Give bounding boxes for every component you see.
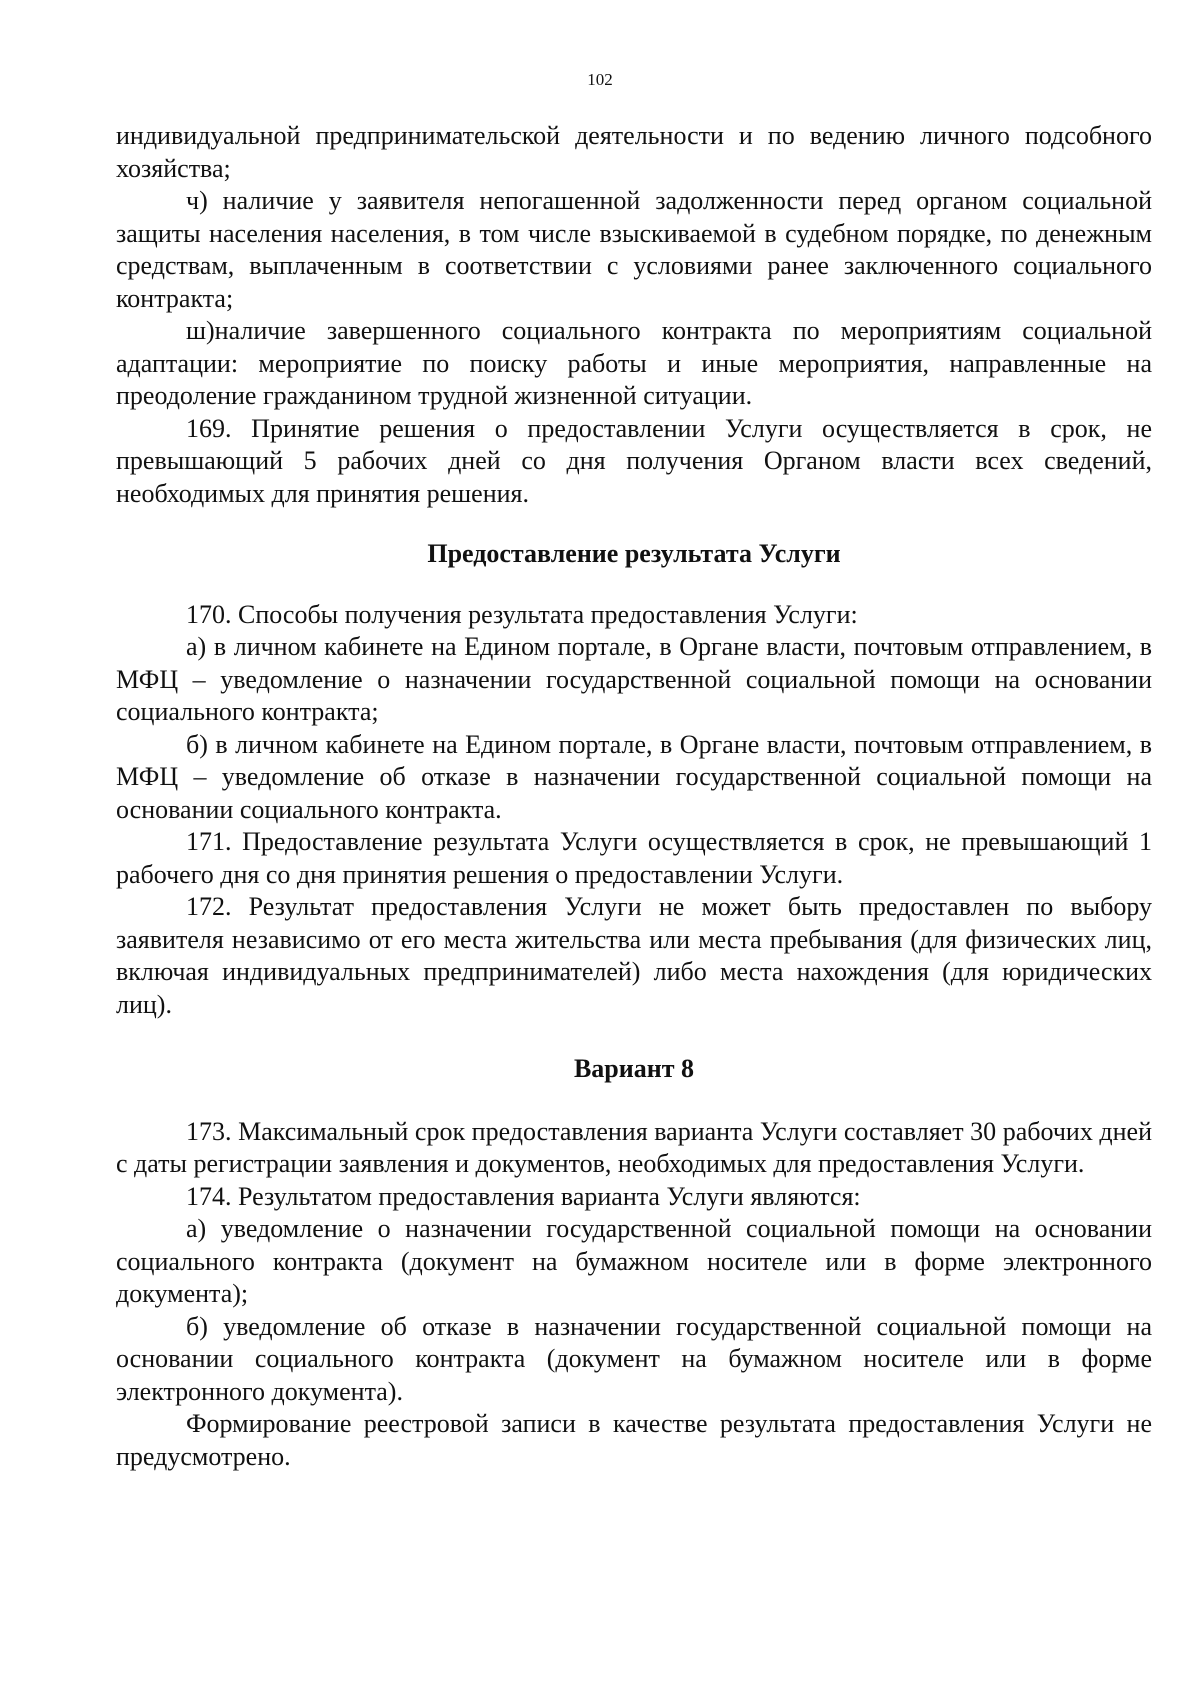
paragraph-173: 173. Максимальный срок предоставления варианта Услуги составляет 30 рабочих дней с даты регистрации заявления и документов, необходимых для предоставления Услуги. (116, 1116, 1152, 1178)
paragraph-174: 174. Результатом предоставления варианта Услуги являются: (186, 1181, 861, 1211)
paragraph-continuation: индивидуальной предпринимательской деятельности и по ведению личного подсобного хозяйства; (116, 121, 1152, 183)
paragraph-171: 171. Предоставление результата Услуги осуществляется в срок, не превышающий 1 рабочего дня со дня принятия решения о предоставлении Услуги. (116, 827, 1152, 889)
paragraph-170-b: б) в личном кабинете на Едином портале, в Органе власти, почтовым отправлением, в МФЦ – уведомление об отказе в назначении государственной социальной помощи на основании социального контракта. (116, 729, 1152, 824)
paragraph-170: 170. Способы получения результата предоставления Услуги: (186, 599, 858, 629)
paragraph-registry-note: Формирование реестровой записи в качестве результата предоставления Услуги не предусмотрено. (116, 1409, 1152, 1471)
paragraph-174-b: б) уведомление об отказе в назначении государственной социальной помощи на основании социального контракта (документ на бумажном носителе или в форме электронного документа). (116, 1311, 1152, 1406)
document-body (116, 120, 1152, 1473)
page-number: 102 (587, 70, 613, 89)
paragraph-174-a: а) уведомление о назначении государственной социальной помощи на основании социального контракта (документ на бумажном носителе или в форме электронного документа); (116, 1214, 1152, 1308)
paragraph-169: 169. Принятие решения о предоставлении Услуги осуществляется в срок, не превышающий 5 рабочих дней со дня получения Органом власти всех сведений, необходимых для принятия решения. (116, 413, 1152, 508)
paragraph-item-ch: ч) наличие у заявителя непогашенной задолженности перед органом социальной защиты населения населения, в том числе взыскиваемой в судебном порядке, по денежным средствам, выплаченным в соответствии с условиями ранее заключенного социального контракта; (116, 186, 1152, 313)
paragraph-172: 172. Результат предоставления Услуги не может быть предоставлен по выбору заявителя независимо от его места жительства или места пребывания (для физических лиц, включая индивидуальных предпринимателей) либо места нахождения (для юридических лиц). (116, 892, 1152, 1019)
section-heading-variant-8: Вариант 8 (573, 1054, 695, 1083)
section-heading-result: Предоставление результата Услуги (427, 539, 841, 568)
paragraph-item-sh: ш)наличие завершенного социального контракта по мероприятиям социальной адаптации: мероприятие по поиску работы и иные мероприятия, направленные на преодоление гражданином трудной жизненной ситуации. (116, 316, 1152, 410)
paragraph-170-a: а) в личном кабинете на Едином портале, в Органе власти, почтовым отправлением, в МФЦ – уведомление о назначении государственной социальной помощи на основании социального контракта; (116, 632, 1152, 726)
